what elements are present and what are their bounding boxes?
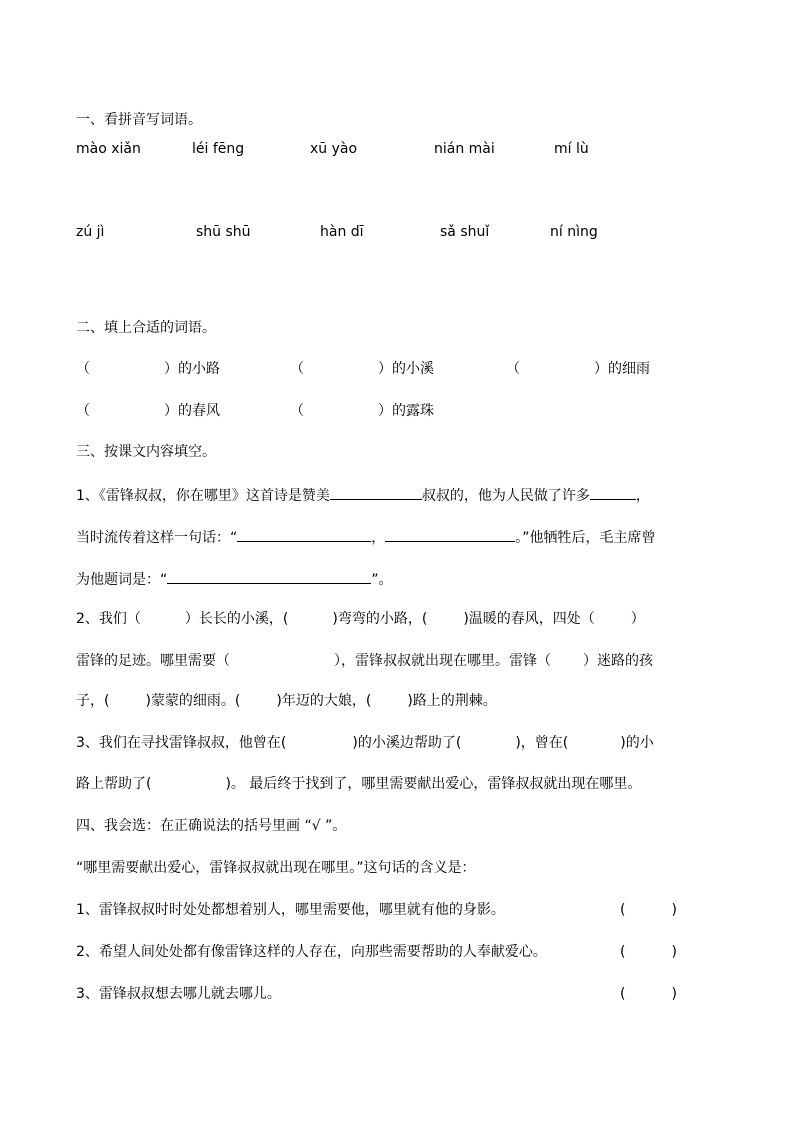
pinyin-4: nián mài bbox=[434, 141, 495, 157]
q1-line-3: 为他题词是：“ ”。 bbox=[76, 569, 393, 589]
pinyin-10: ní nìng bbox=[550, 224, 598, 240]
fill-blank-2: （ ）的小溪 bbox=[290, 361, 434, 377]
pinyin-6: zú jì bbox=[76, 224, 105, 240]
q2-line-1: 2、我们（ ）长长的小溪，( )弯弯的小路，( )温暖的春风，四处（ ） bbox=[76, 611, 645, 627]
pinyin-7: shū shū bbox=[196, 224, 251, 240]
q1-line-2: 当时流传着这样一句话：“ ， 。”他牺牲后，毛主席曾 bbox=[76, 527, 656, 547]
q2-line-2: 雷锋的足迹。哪里需要（ ），雷锋叔叔就出现在哪里。雷锋（ ）迷路的孩 bbox=[76, 653, 653, 669]
option-1: 1、雷锋叔叔时时处处都想着别人，哪里需要他，哪里就有他的身影。 bbox=[76, 902, 505, 918]
pinyin-9: sǎ shuǐ bbox=[440, 224, 490, 240]
quote-line: “哪里需要献出爱心，雷锋叔叔就出现在哪里。”这句话的含义是： bbox=[76, 860, 476, 876]
q3-line-2: 路上帮助了( )。 最后终于找到了，哪里需要献出爱心，雷锋叔叔就出现在哪里。 bbox=[76, 776, 642, 792]
option-3-checkbox[interactable]: ( ) bbox=[620, 986, 677, 1002]
section-1-title: 一、看拼音写词语。 bbox=[76, 112, 202, 128]
section-2-title: 二、填上合适的词语。 bbox=[76, 320, 216, 336]
option-2: 2、希望人间处处都有像雷锋这样的人存在，向那些需要帮助的人奉献爱心。 bbox=[76, 944, 547, 960]
fill-blank-1: （ ）的小路 bbox=[76, 361, 220, 377]
q1-line-1: 1、《雷锋叔叔，你在哪里》这首诗是赞美 叔叔的，他为人民做了许多 ， bbox=[76, 485, 650, 505]
pinyin-3: xū yào bbox=[310, 141, 358, 157]
pinyin-2: léi fēng bbox=[192, 141, 245, 157]
pinyin-1: mào xiǎn bbox=[76, 141, 141, 157]
fill-blank-3: （ ）的细雨 bbox=[506, 361, 650, 377]
section-4-title: 四、我会选：在正确说法的括号里画 “√ ”。 bbox=[76, 818, 347, 834]
fill-blank-4: （ ）的春风 bbox=[76, 403, 220, 419]
section-3-title: 三、按课文内容填空。 bbox=[76, 444, 216, 460]
q2-line-3: 子，( )蒙蒙的细雨。( )年迈的大娘，( )路上的荆棘。 bbox=[76, 693, 497, 709]
fill-blank-5: （ ）的露珠 bbox=[290, 403, 434, 419]
pinyin-5: mí lù bbox=[554, 141, 589, 157]
option-3: 3、雷锋叔叔想去哪儿就去哪儿。 bbox=[76, 986, 281, 1002]
q3-line-1: 3、我们在寻找雷锋叔叔，他曾在( )的小溪边帮助了( )，曾在( )的小 bbox=[76, 735, 654, 751]
option-2-checkbox[interactable]: ( ) bbox=[620, 944, 677, 960]
pinyin-8: hàn dī bbox=[320, 224, 364, 240]
option-1-checkbox[interactable]: ( ) bbox=[620, 902, 677, 918]
